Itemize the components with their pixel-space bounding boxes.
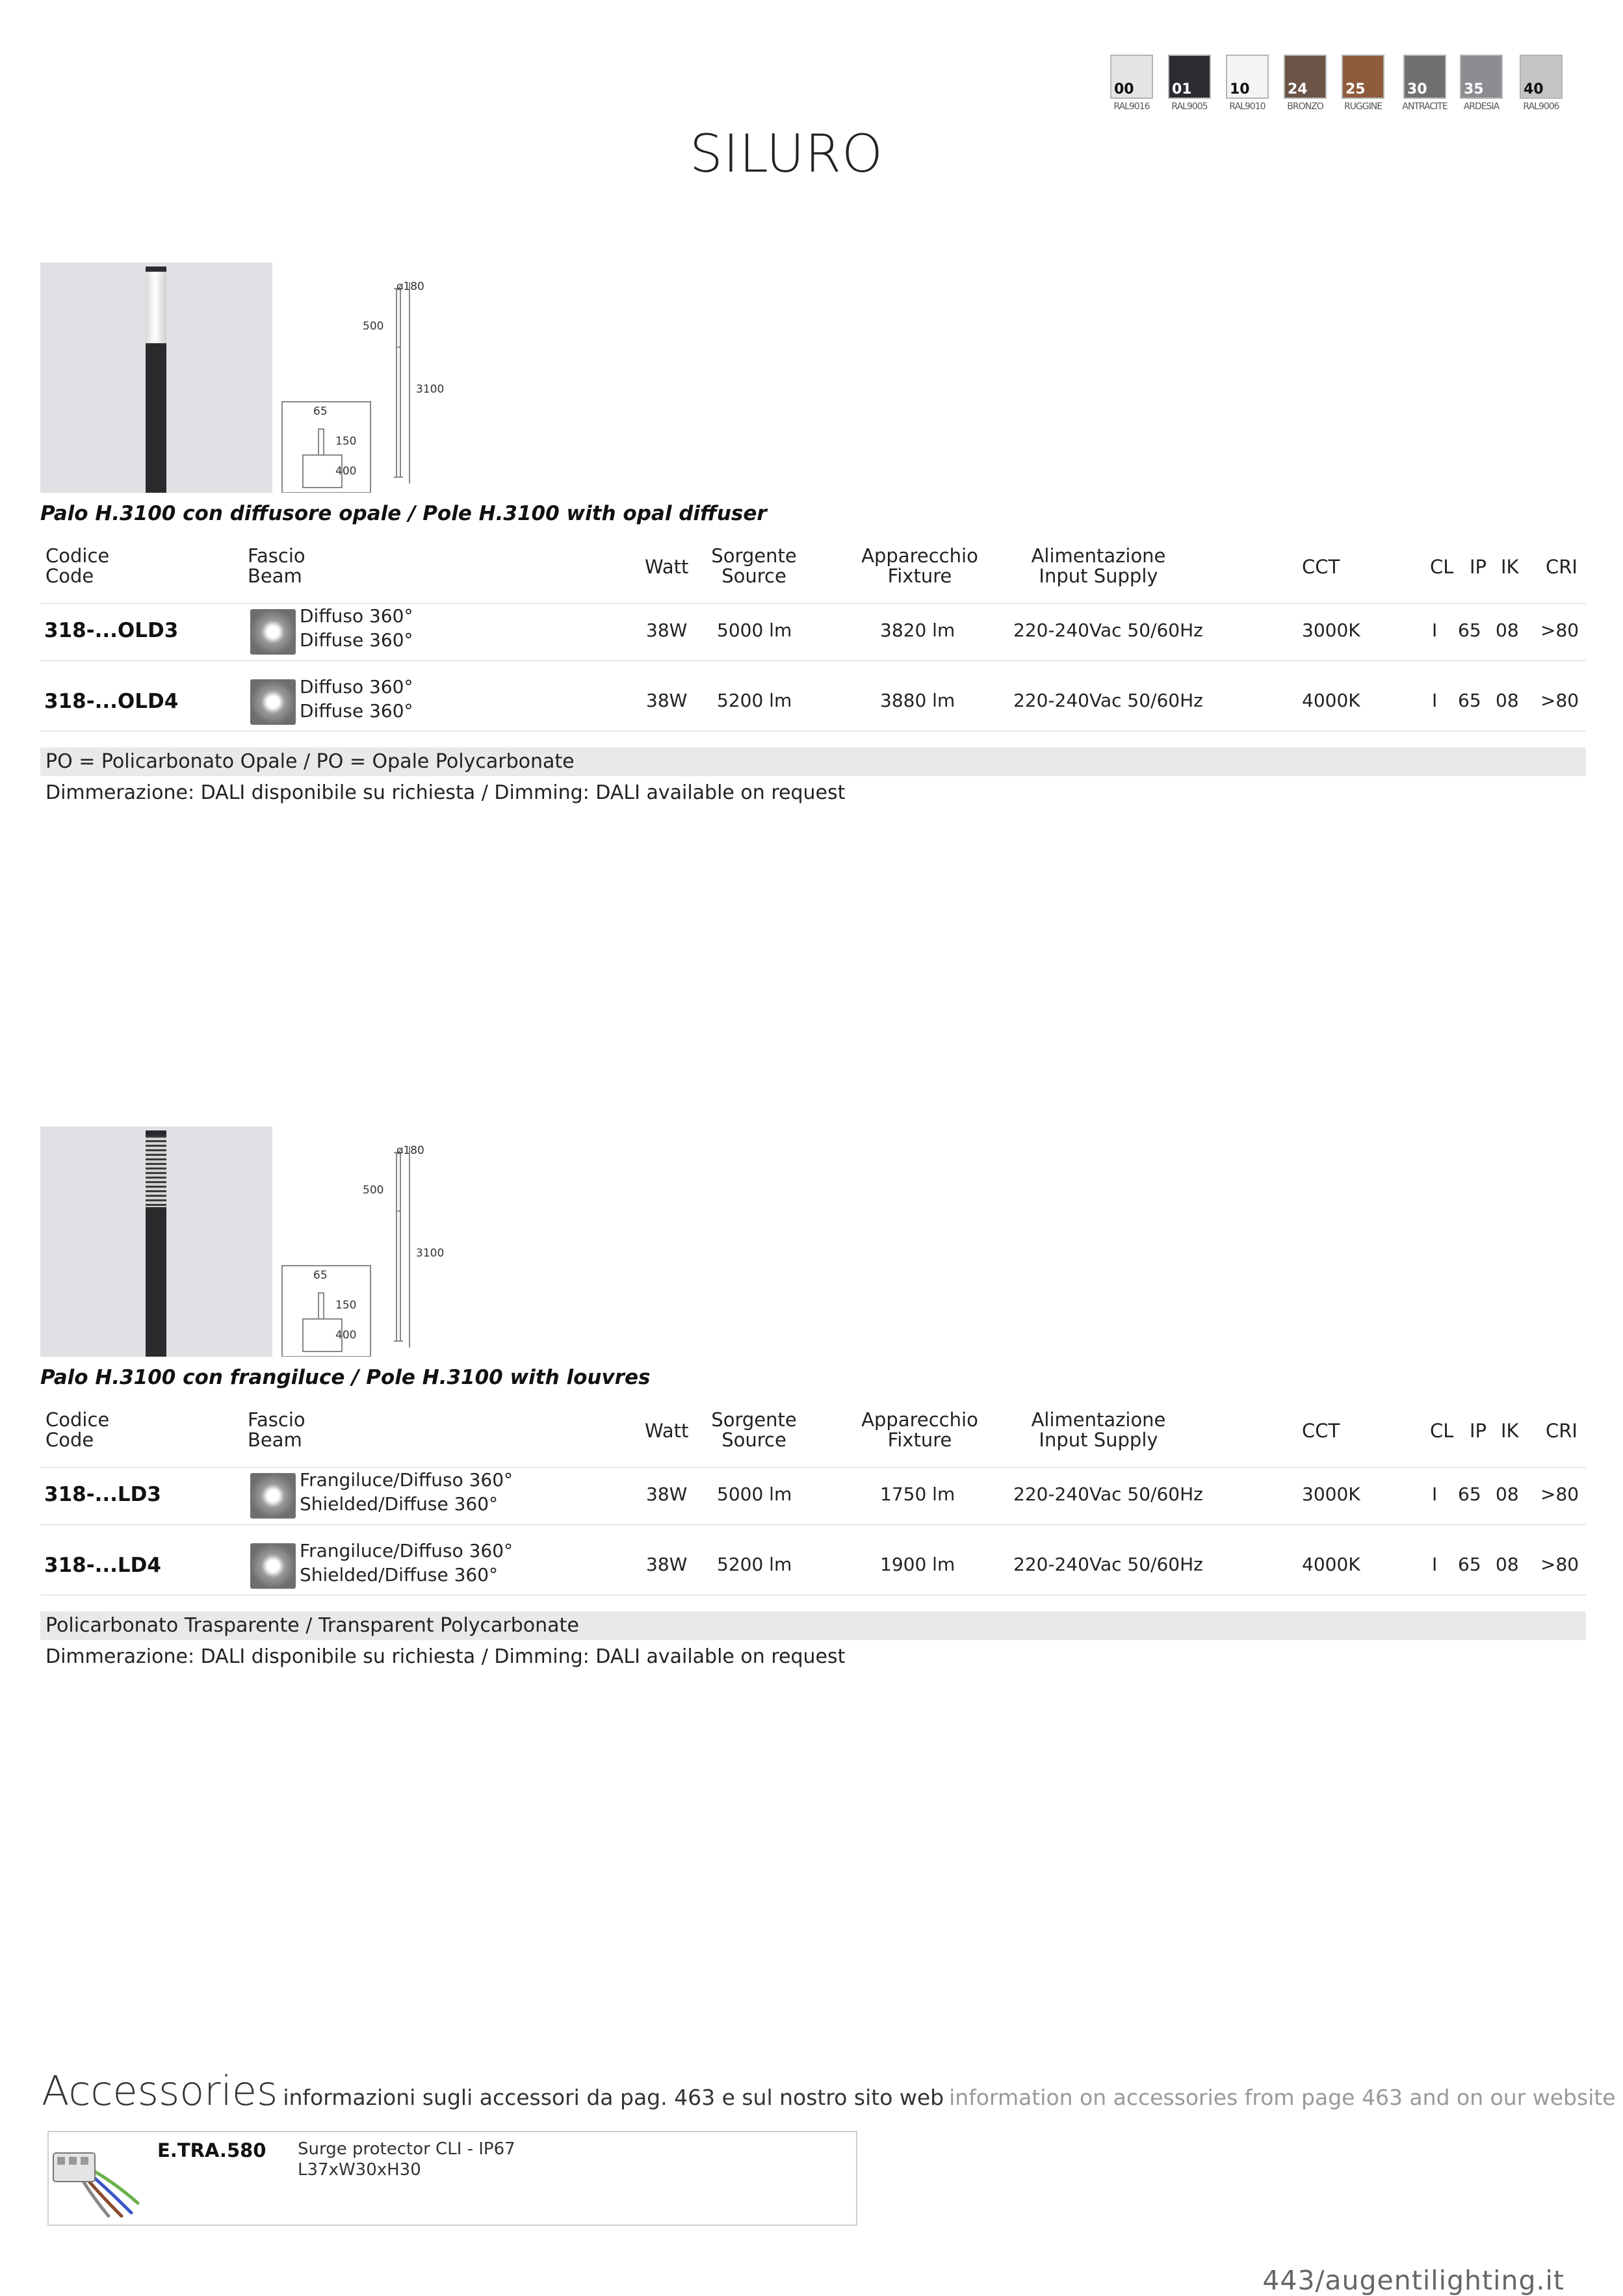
dim-total-height: 3100 bbox=[416, 1247, 445, 1260]
beam-text-it: Frangiluce/Diffuso 360° bbox=[300, 1469, 513, 1491]
header-source-en: Source bbox=[721, 565, 786, 587]
header-fixture-it: Apparecchio bbox=[861, 1409, 978, 1431]
cri-value: >80 bbox=[1540, 690, 1579, 711]
header-supply bbox=[1020, 546, 1176, 586]
header-fixture-it: Apparecchio bbox=[861, 545, 978, 567]
beam-text bbox=[300, 1468, 513, 1516]
beam-text-en: Shielded/Diffuse 360° bbox=[300, 1493, 499, 1515]
swatch-label: BRONZO bbox=[1287, 101, 1323, 112]
header-watt: Watt bbox=[645, 556, 689, 578]
header-beam-en: Beam bbox=[248, 565, 302, 587]
ip-value: 65 bbox=[1458, 1554, 1481, 1575]
swatch-code: 30 bbox=[1407, 81, 1427, 98]
header-source-it: Sorgente bbox=[711, 545, 797, 567]
header-code-it: Codice bbox=[45, 1409, 110, 1431]
header-supply-en: Input Supply bbox=[1039, 1429, 1158, 1451]
swatch-label: RAL9010 bbox=[1229, 101, 1266, 112]
header-supply bbox=[1020, 1410, 1176, 1450]
header-ik: IK bbox=[1501, 556, 1519, 578]
supply-value: 220-240Vac 50/60Hz bbox=[1013, 690, 1203, 711]
header-code-en: Code bbox=[45, 1429, 94, 1451]
header-cct: CCT bbox=[1302, 1420, 1340, 1442]
header-fixture-en: Fixture bbox=[887, 565, 952, 587]
accessories-heading bbox=[42, 2067, 1616, 2115]
supply-value: 220-240Vac 50/60Hz bbox=[1013, 1483, 1203, 1505]
swatch-40 bbox=[1520, 55, 1563, 99]
swatch-10 bbox=[1226, 55, 1269, 99]
fixture-value: 1750 lm bbox=[880, 1483, 955, 1505]
header-watt: Watt bbox=[645, 1420, 689, 1442]
fixture-value: 3880 lm bbox=[880, 690, 955, 711]
cct-value: 4000K bbox=[1302, 1554, 1360, 1575]
dimming-note: Dimmerazione: DALI disponibile su richiesta / Dimming: DALI available on request bbox=[45, 1645, 846, 1668]
header-supply-it: Alimentazione bbox=[1031, 1409, 1166, 1431]
header-source bbox=[702, 1410, 806, 1450]
header-beam-it: Fascio bbox=[248, 545, 305, 567]
product-code: 318-...LD4 bbox=[44, 1554, 161, 1577]
dim-total-height: 3100 bbox=[416, 383, 445, 396]
header-source bbox=[702, 546, 806, 586]
header-fixture-en: Fixture bbox=[887, 1429, 952, 1451]
cl-value: I bbox=[1432, 1554, 1438, 1575]
header-ik: IK bbox=[1501, 1420, 1519, 1442]
swatch-code: 35 bbox=[1464, 81, 1484, 98]
accessory-desc-line1: Surge protector CLI - IP67 bbox=[298, 2139, 515, 2159]
accessories-info-en: information on accessories from page 463 and on our website bbox=[949, 2085, 1616, 2110]
source-value: 5200 lm bbox=[717, 690, 792, 711]
pole-body bbox=[146, 343, 166, 493]
divider bbox=[40, 603, 1586, 604]
beam-text-it: Diffuso 360° bbox=[300, 605, 413, 627]
page-title: SILURO bbox=[689, 124, 884, 184]
louvre-diffuser bbox=[146, 1130, 166, 1212]
header-ip: IP bbox=[1470, 556, 1487, 578]
ik-value: 08 bbox=[1496, 1554, 1519, 1575]
accessory-code: E.TRA.580 bbox=[157, 2139, 266, 2161]
dim-base-height: 150 bbox=[335, 435, 357, 448]
swatch-code: 40 bbox=[1524, 81, 1544, 98]
header-cri: CRI bbox=[1546, 1420, 1578, 1442]
beam-text-it: Frangiluce/Diffuso 360° bbox=[300, 1540, 513, 1561]
beam-diffuse-icon bbox=[250, 679, 296, 725]
watt-value: 38W bbox=[646, 690, 688, 711]
supply-value: 220-240Vac 50/60Hz bbox=[1013, 1554, 1203, 1575]
swatch-24 bbox=[1284, 55, 1327, 99]
opal-diffuser bbox=[146, 267, 166, 348]
header-beam bbox=[248, 546, 305, 586]
material-note: PO = Policarbonato Opale / PO = Opale Polycarbonate bbox=[45, 750, 575, 773]
swatch-label: RAL9006 bbox=[1523, 101, 1559, 112]
ip-value: 65 bbox=[1458, 620, 1481, 641]
swatch-code: 01 bbox=[1172, 81, 1192, 98]
beam-text bbox=[300, 1539, 513, 1587]
swatch-label: ARDESIA bbox=[1463, 101, 1500, 112]
beam-diffuse-icon bbox=[250, 1543, 296, 1589]
product-photo-opal bbox=[40, 263, 272, 493]
cct-value: 3000K bbox=[1302, 1483, 1360, 1505]
header-beam-en: Beam bbox=[248, 1429, 302, 1451]
cl-value: I bbox=[1432, 620, 1438, 641]
swatch-00 bbox=[1110, 55, 1153, 99]
dim-base-width: 65 bbox=[313, 405, 328, 418]
section-caption: Palo H.3100 con frangiluce / Pole H.3100 with louvres bbox=[40, 1366, 651, 1389]
header-beam-it: Fascio bbox=[248, 1409, 305, 1431]
divider bbox=[40, 1467, 1586, 1468]
cri-value: >80 bbox=[1540, 1554, 1579, 1575]
header-code bbox=[45, 1410, 109, 1450]
dim-base-height: 150 bbox=[335, 1299, 357, 1312]
watt-value: 38W bbox=[646, 1554, 688, 1575]
surge-protector-icon bbox=[47, 2135, 144, 2219]
beam-text bbox=[300, 604, 413, 652]
watt-value: 38W bbox=[646, 1483, 688, 1505]
product-code: 318-...OLD3 bbox=[44, 619, 179, 642]
swatch-35 bbox=[1460, 55, 1503, 99]
header-source-it: Sorgente bbox=[711, 1409, 797, 1431]
source-value: 5000 lm bbox=[717, 1483, 792, 1505]
swatch-code: 00 bbox=[1114, 81, 1134, 98]
accessory-desc-line2: L37xW30xH30 bbox=[298, 2160, 421, 2180]
divider bbox=[40, 1524, 1586, 1525]
page-footer: 443/augentilighting.it bbox=[1262, 2265, 1565, 2296]
header-source-en: Source bbox=[721, 1429, 786, 1451]
pole-body bbox=[146, 1207, 166, 1357]
dim-base-depth: 400 bbox=[335, 465, 357, 478]
source-value: 5000 lm bbox=[717, 620, 792, 641]
beam-text-en: Diffuse 360° bbox=[300, 629, 413, 651]
header-cct: CCT bbox=[1302, 556, 1340, 578]
beam-text-en: Diffuse 360° bbox=[300, 700, 413, 722]
swatch-label: RUGGINE bbox=[1344, 101, 1383, 112]
swatch-label: RAL9016 bbox=[1113, 101, 1150, 112]
beam-diffuse-icon bbox=[250, 609, 296, 655]
header-cri: CRI bbox=[1546, 556, 1578, 578]
accessories-info-it: informazioni sugli accessori da pag. 463 e sul nostro sito web bbox=[283, 2085, 944, 2110]
header-supply-en: Input Supply bbox=[1039, 565, 1158, 587]
ip-value: 65 bbox=[1458, 690, 1481, 711]
header-code-it: Codice bbox=[45, 545, 110, 567]
cri-value: >80 bbox=[1540, 620, 1579, 641]
swatch-code: 24 bbox=[1288, 81, 1308, 98]
ip-value: 65 bbox=[1458, 1483, 1481, 1505]
beam-text bbox=[300, 675, 413, 723]
header-supply-it: Alimentazione bbox=[1031, 545, 1166, 567]
ik-value: 08 bbox=[1496, 1483, 1519, 1505]
product-photo-louvres bbox=[40, 1127, 272, 1357]
dimension-drawing-louvres bbox=[279, 1127, 468, 1357]
supply-value: 220-240Vac 50/60Hz bbox=[1013, 620, 1203, 641]
header-fixture bbox=[851, 1410, 988, 1450]
divider bbox=[40, 660, 1586, 661]
dimming-note: Dimmerazione: DALI disponibile su richiesta / Dimming: DALI available on request bbox=[45, 781, 846, 804]
header-ip: IP bbox=[1470, 1420, 1487, 1442]
material-note: Policarbonato Trasparente / Transparent Polycarbonate bbox=[45, 1614, 579, 1637]
swatch-label: ANTRACITE bbox=[1402, 101, 1448, 112]
product-code: 318-...LD3 bbox=[44, 1483, 161, 1506]
accessory-description bbox=[298, 2139, 515, 2180]
dimension-drawing-opal bbox=[279, 263, 468, 493]
watt-value: 38W bbox=[646, 620, 688, 641]
ik-value: 08 bbox=[1496, 620, 1519, 641]
ik-value: 08 bbox=[1496, 690, 1519, 711]
dim-diameter: ø180 bbox=[396, 280, 424, 293]
accessories-title: Accessories bbox=[42, 2067, 278, 2115]
source-value: 5200 lm bbox=[717, 1554, 792, 1575]
dim-diameter: ø180 bbox=[396, 1144, 424, 1157]
swatch-code: 10 bbox=[1230, 81, 1250, 98]
dim-top-height: 500 bbox=[363, 320, 384, 333]
beam-diffuse-icon bbox=[250, 1473, 296, 1519]
swatch-30 bbox=[1403, 55, 1446, 99]
swatch-label: RAL9005 bbox=[1171, 101, 1208, 112]
beam-text-it: Diffuso 360° bbox=[300, 676, 413, 698]
swatch-code: 25 bbox=[1345, 81, 1366, 98]
section-caption: Palo H.3100 con diffusore opale / Pole H.3100 with opal diffuser bbox=[40, 502, 767, 525]
dim-top-height: 500 bbox=[363, 1184, 384, 1197]
header-beam bbox=[248, 1410, 305, 1450]
cl-value: I bbox=[1432, 1483, 1438, 1505]
header-code-en: Code bbox=[45, 565, 94, 587]
cct-value: 3000K bbox=[1302, 620, 1360, 641]
swatch-25 bbox=[1342, 55, 1384, 99]
header-cl: CL bbox=[1430, 1420, 1454, 1442]
cri-value: >80 bbox=[1540, 1483, 1579, 1505]
header-cl: CL bbox=[1430, 556, 1454, 578]
fixture-value: 3820 lm bbox=[880, 620, 955, 641]
swatch-01 bbox=[1168, 55, 1211, 99]
header-code bbox=[45, 546, 109, 586]
fixture-value: 1900 lm bbox=[880, 1554, 955, 1575]
beam-text-en: Shielded/Diffuse 360° bbox=[300, 1564, 499, 1585]
dim-base-width: 65 bbox=[313, 1269, 328, 1282]
header-fixture bbox=[851, 546, 988, 586]
dim-base-depth: 400 bbox=[335, 1329, 357, 1342]
product-code: 318-...OLD4 bbox=[44, 690, 179, 713]
cct-value: 4000K bbox=[1302, 690, 1360, 711]
cl-value: I bbox=[1432, 690, 1438, 711]
